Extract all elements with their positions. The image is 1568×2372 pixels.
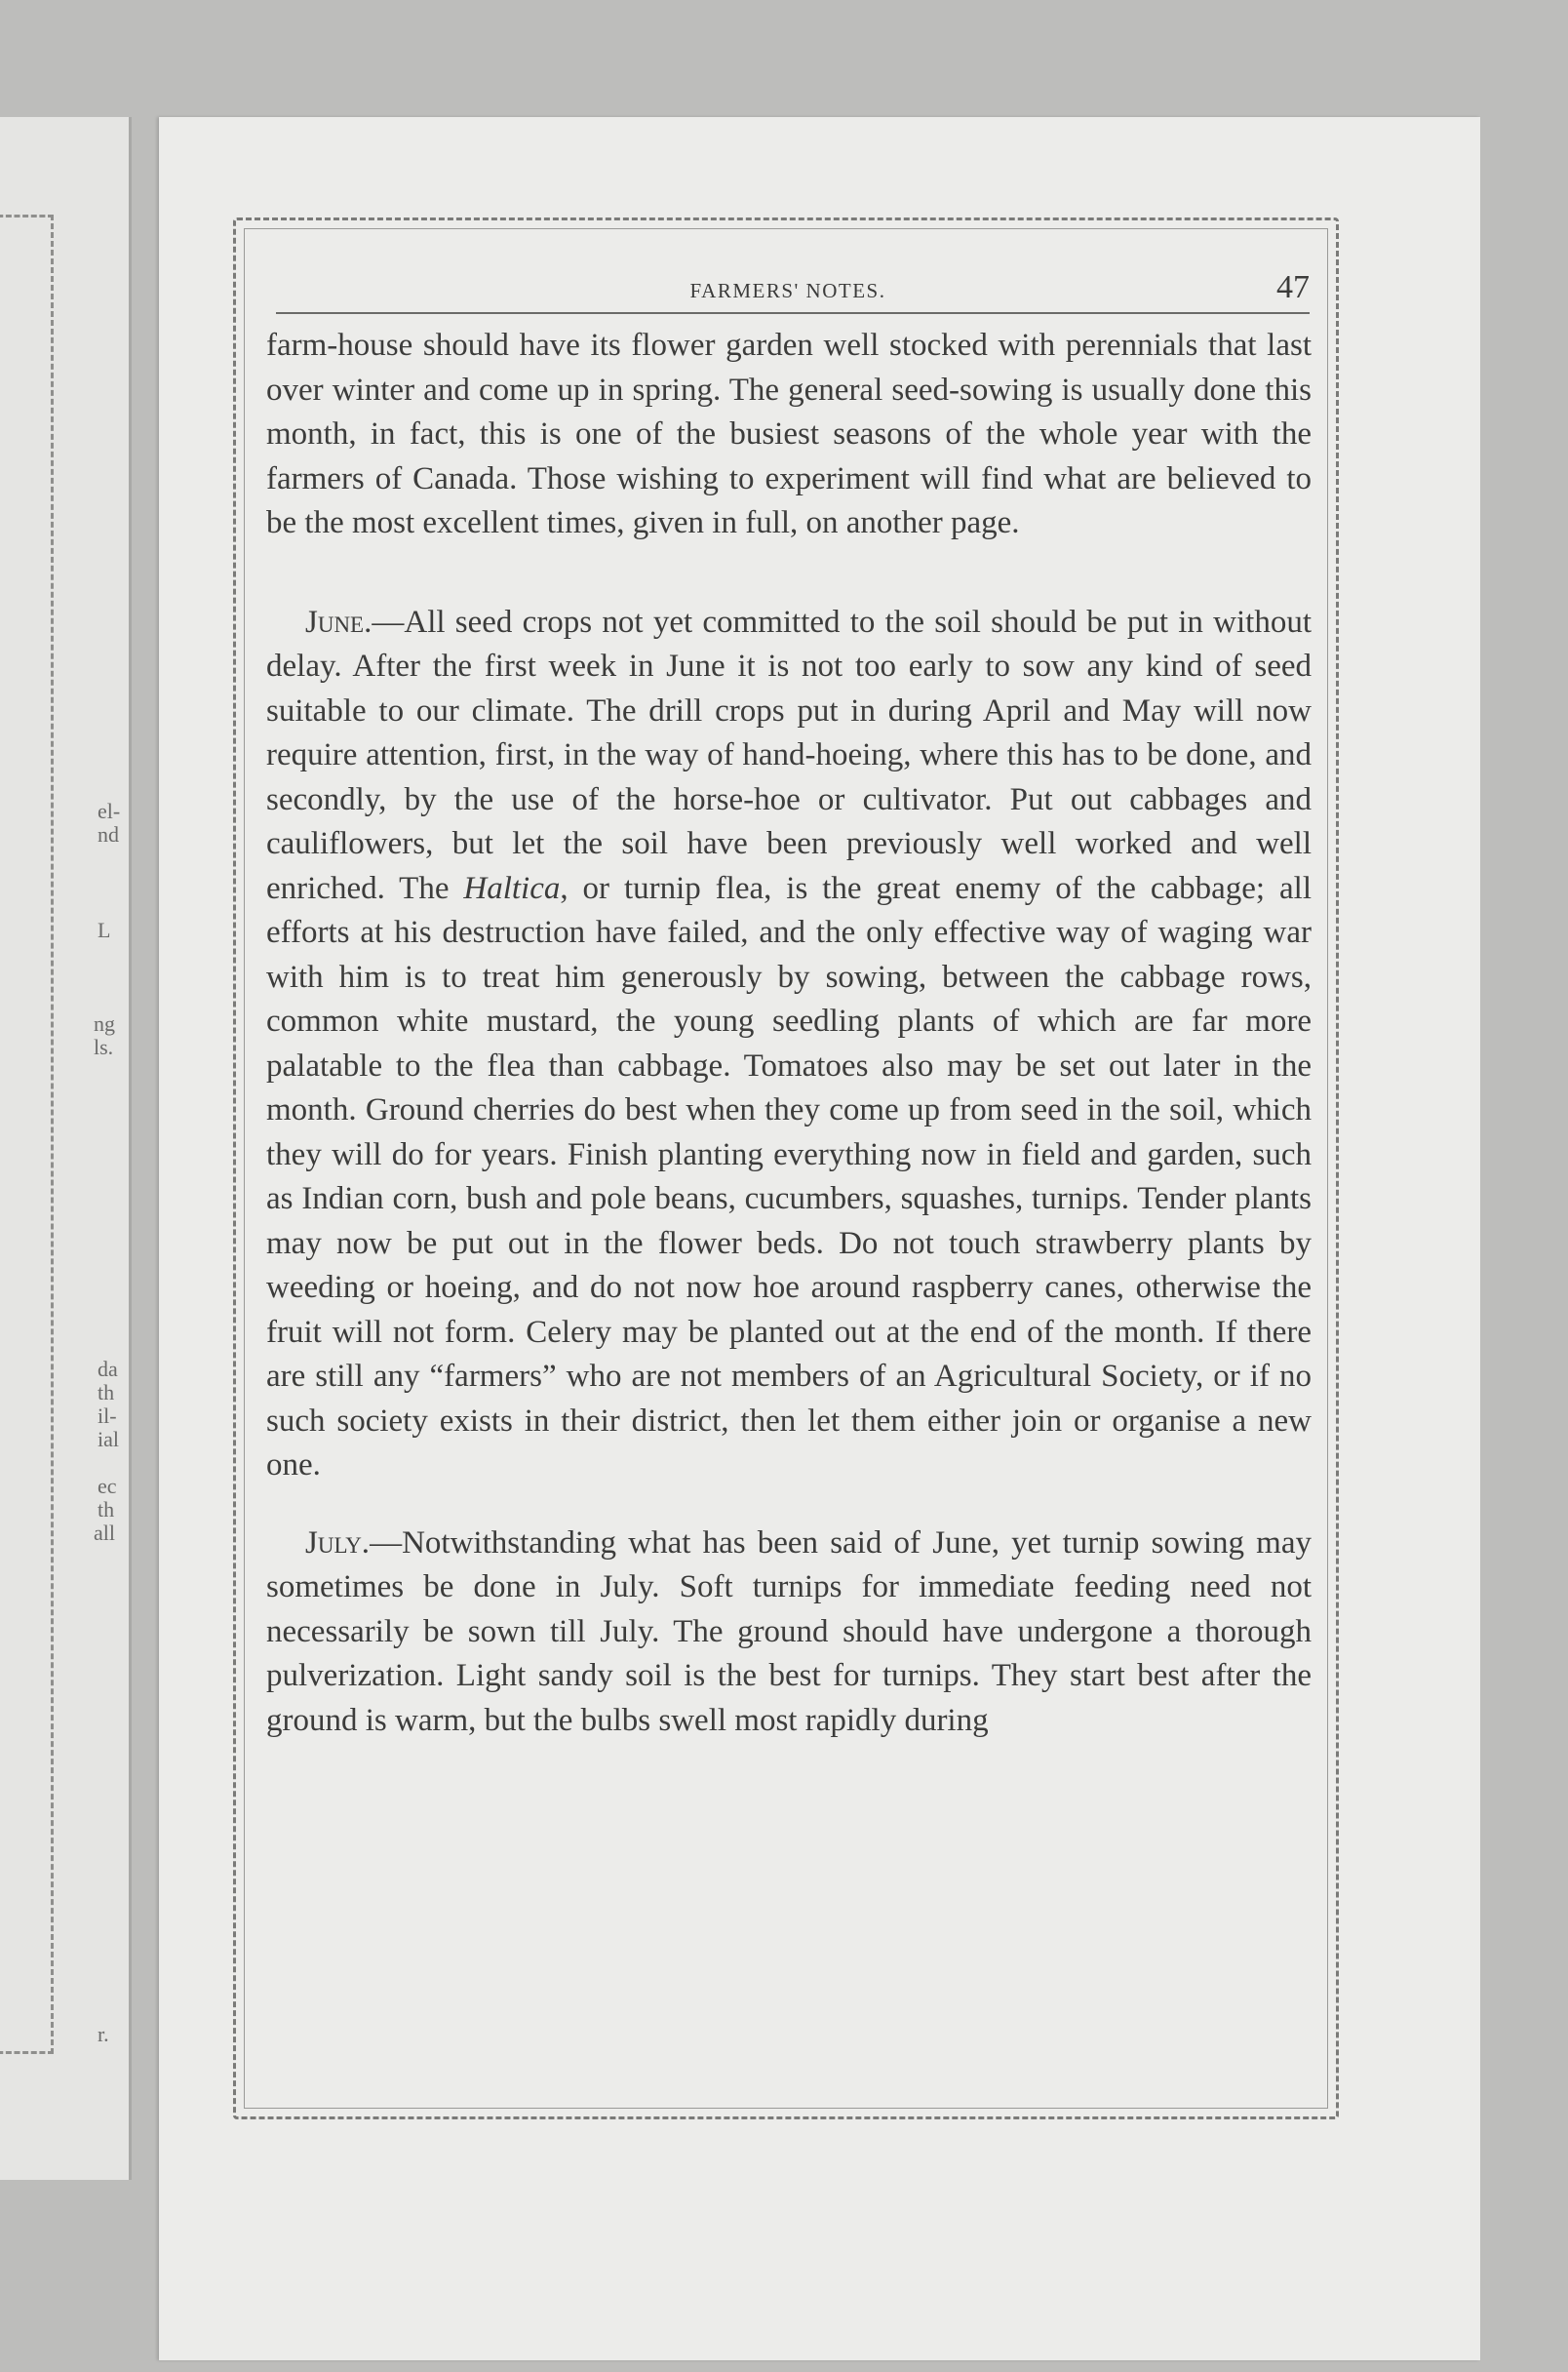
facing-page-fragment: ls. <box>94 1035 114 1059</box>
header-rule <box>276 312 1310 314</box>
paragraph-june <box>266 601 1312 1488</box>
july-heading: July. <box>305 1524 371 1561</box>
paragraph-july <box>266 1522 1312 1744</box>
june-text-continued: , or turnip flea, is the great enemy of the cabbage; all efforts at his destruction have failed, and the only effective way of waging war with him is to treat him generously by sowing, between the cabbage rows, common white mustard, the young seedling plants of which are far more palatable to the flea than cabbage. Tomatoes also may be set out later in the month. Ground cherries do best when they come up from seed in the soil, which they will do for years. Finish planting everything now in field and garden, such as Indian corn, bush and pole beans, cucumbers, squashes, turnips. Tender plants may now be put out in the flower beds. Do not touch strawberry plants by weeding or hoeing, and do not now hoe around raspberry canes, otherwise the fruit will not form. Celery may be planted out at the end of the month. If there are still any “farmers” who are not members of an Agricultural Society, or if no such society exists in their district, then let them either join or organise a new one. <box>266 870 1312 1482</box>
facing-page-fragment: r. <box>98 2022 109 2046</box>
july-text: —Notwithstanding what has been said of June, yet turnip sowing may sometimes be done in July. Soft turnips for immediate feeding need not necessarily be sown till July. The ground should have undergone a thorough pulverization. Light sandy soil is the best for turnips. They start best after the ground is warm, but the bulbs swell most rapidly during <box>266 1524 1312 1738</box>
haltica-term: Haltica <box>463 870 561 906</box>
facing-page-edge <box>0 117 132 2180</box>
facing-page-fragment: L <box>98 918 111 942</box>
page-number: 47 <box>1276 269 1310 305</box>
facing-page-fragment: ng <box>94 1011 115 1036</box>
june-text: —All seed crops not yet committed to the soil should be put in without delay. After the first week in June it is not too early to sow any kind of seed suitable to our climate. The drill crops put in during April and May will now require attention, first, in the way of hand-hoeing, where this has to be done, and secondly, by the use of the horse-hoe or cultivator. Put out cabbages and cauliflowers, but let the soil have been previously well worked and well enriched. The <box>266 604 1312 906</box>
facing-page-fragment: ial <box>98 1427 119 1451</box>
facing-page-fragment: th <box>98 1497 115 1522</box>
june-heading: June. <box>305 604 372 640</box>
facing-page-fragment: all <box>94 1521 115 1545</box>
facing-page-border <box>0 215 54 2054</box>
facing-page-fragment: th <box>98 1380 115 1404</box>
facing-page-fragment: el- <box>98 799 121 823</box>
facing-page-fragment: da <box>98 1357 118 1381</box>
facing-page-fragment: nd <box>98 822 119 847</box>
facing-page-fragment: ec <box>98 1474 117 1498</box>
running-header <box>266 256 1310 314</box>
running-title: FARMERS' NOTES. <box>689 279 886 302</box>
paragraph-may-continued: farm-house should have its flower garden well stocked with perennials that last over winter and come up in spring. The general seed-sowing is usually done this month, in fact, this is one of the busiest seasons of the whole year with the farmers of Canada. Those wishing to experiment will find what are believed to be the most excellent times, given in full, on another page. <box>266 328 1312 540</box>
page-body <box>266 324 1312 1743</box>
facing-page-fragment: il- <box>98 1403 117 1428</box>
book-page <box>159 117 1480 2360</box>
